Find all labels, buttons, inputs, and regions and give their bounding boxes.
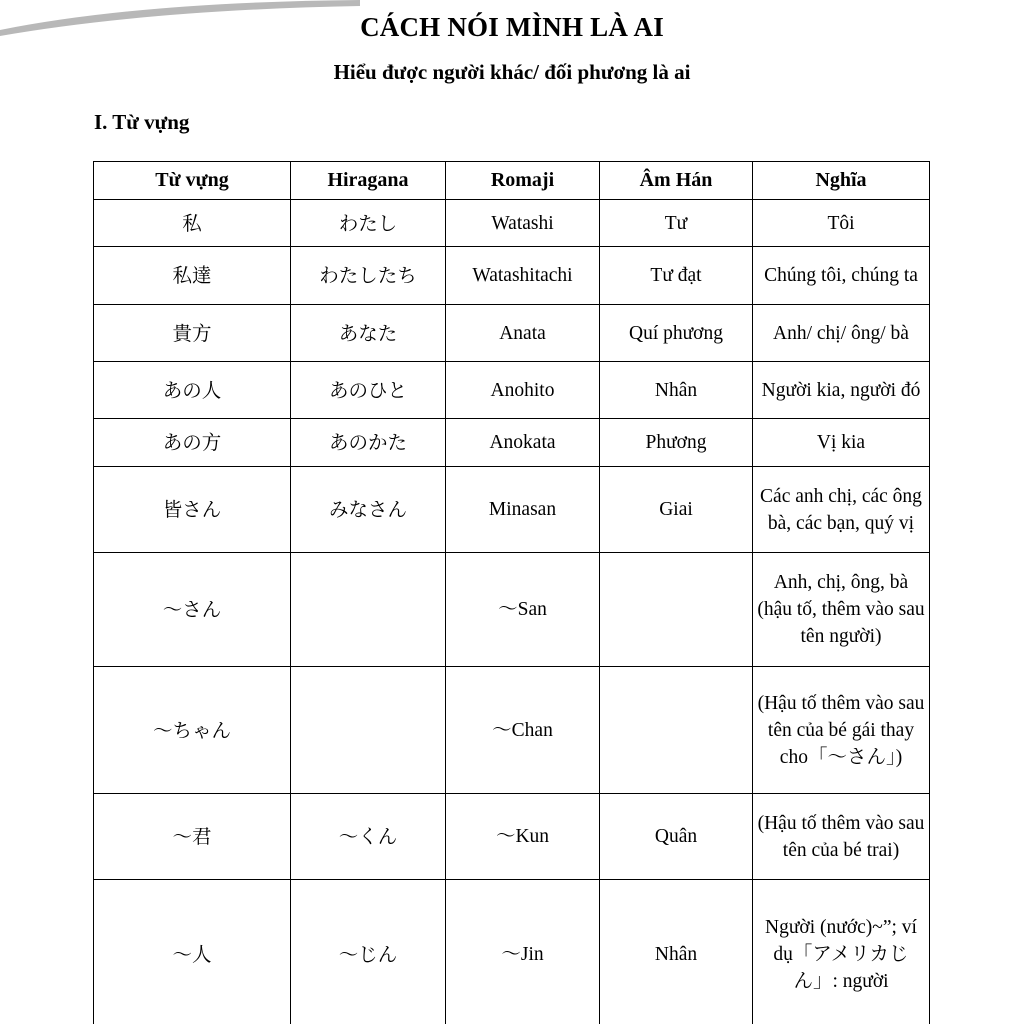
cell-romaji: ～Chan: [446, 667, 600, 794]
cell-kanji: あの方: [94, 419, 291, 467]
cell-meaning: Anh, chị, ông, bà (hậu tố, thêm vào sau tên người): [753, 553, 930, 667]
table-row: [94, 200, 930, 247]
table-row: [94, 794, 930, 880]
cell-meaning: Tôi: [753, 200, 930, 247]
cell-hiragana: あのかた: [291, 419, 446, 467]
cell-hanviet: Tư đạt: [600, 247, 753, 305]
header-tu-vung: Từ vựng: [94, 162, 291, 200]
cell-romaji: Watashitachi: [446, 247, 600, 305]
cell-hanviet: Tư: [600, 200, 753, 247]
cell-meaning: Người kia, người đó: [753, 362, 930, 419]
cell-romaji: Minasan: [446, 467, 600, 553]
cell-hanviet: Nhân: [600, 362, 753, 419]
table-row: [94, 553, 930, 667]
cell-kanji: ～君: [94, 794, 291, 880]
cell-romaji: ～San: [446, 553, 600, 667]
table-row: [94, 362, 930, 419]
page-subtitle: Hiểu được người khác/ đối phương là ai: [333, 60, 691, 84]
cell-kanji: 貴方: [94, 305, 291, 362]
cell-hanviet: [600, 553, 753, 667]
cell-hanviet: Quân: [600, 794, 753, 880]
cell-hanviet: Giai: [600, 467, 753, 553]
page-title: CÁCH NÓI MÌNH LÀ AI: [360, 12, 664, 42]
header-nghia: Nghĩa: [753, 162, 930, 200]
table-row: [94, 305, 930, 362]
table-row: [94, 880, 930, 1024]
table-row: [94, 667, 930, 794]
cell-hanviet: Quí phương: [600, 305, 753, 362]
cell-kanji: ～さん: [94, 553, 291, 667]
cell-romaji: ～Jin: [446, 880, 600, 1024]
cell-meaning: Anh/ chị/ ông/ bà: [753, 305, 930, 362]
cell-meaning: Chúng tôi, chúng ta: [753, 247, 930, 305]
cell-kanji: あの人: [94, 362, 291, 419]
cell-hiragana: わたし: [291, 200, 446, 247]
cell-hanviet: Nhân: [600, 880, 753, 1024]
cell-meaning: (Hậu tố thêm vào sau tên của bé trai): [753, 794, 930, 880]
vocabulary-table: [93, 161, 930, 1024]
table-header-row: [94, 162, 930, 200]
cell-kanji: 私達: [94, 247, 291, 305]
cell-meaning: Vị kia: [753, 419, 930, 467]
cell-romaji: Anokata: [446, 419, 600, 467]
header-romaji: Romaji: [446, 162, 600, 200]
cell-kanji: 皆さん: [94, 467, 291, 553]
cell-kanji: 私: [94, 200, 291, 247]
cell-hiragana: ～くん: [291, 794, 446, 880]
header-am-han: Âm Hán: [600, 162, 753, 200]
cell-kanji: ～ちゃん: [94, 667, 291, 794]
cell-meaning: Người (nước)~”; ví dụ「アメリカじん」: người: [753, 880, 930, 1024]
table-row: [94, 467, 930, 553]
cell-kanji: ～人: [94, 880, 291, 1024]
table-row: [94, 247, 930, 305]
cell-romaji: Anohito: [446, 362, 600, 419]
cell-hiragana: [291, 553, 446, 667]
cell-hanviet: [600, 667, 753, 794]
cell-romaji: Anata: [446, 305, 600, 362]
cell-hiragana: わたしたち: [291, 247, 446, 305]
cell-hiragana: あなた: [291, 305, 446, 362]
cell-meaning: (Hậu tố thêm vào sau tên của bé gái thay cho「～さん」): [753, 667, 930, 794]
header-hiragana: Hiragana: [291, 162, 446, 200]
cell-hiragana: みなさん: [291, 467, 446, 553]
cell-hiragana: あのひと: [291, 362, 446, 419]
cell-hanviet: Phương: [600, 419, 753, 467]
cell-romaji: ～Kun: [446, 794, 600, 880]
cell-hiragana: ～じん: [291, 880, 446, 1024]
table-row: [94, 419, 930, 467]
cell-meaning: Các anh chị, các ông bà, các bạn, quý vị: [753, 467, 930, 553]
section-heading: I. Từ vựng: [94, 110, 190, 134]
cell-hiragana: [291, 667, 446, 794]
cell-romaji: Watashi: [446, 200, 600, 247]
